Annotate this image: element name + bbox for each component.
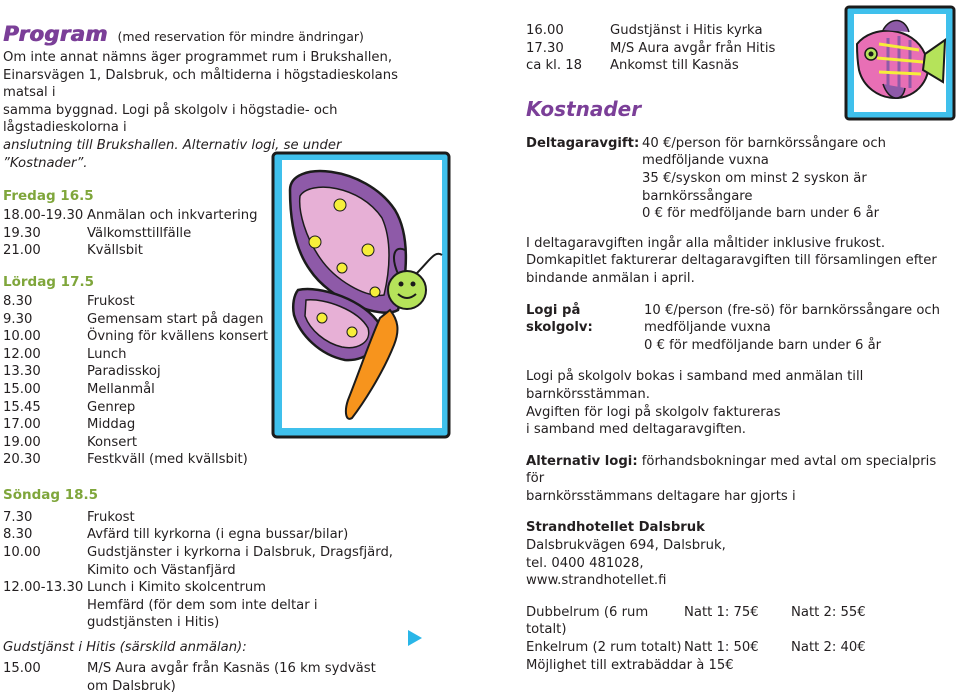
event-time: 17.30 [526,40,564,56]
event-text: Paradisskoj [87,364,161,380]
info-line: barnkörsstämman. [526,386,650,402]
event-text: Övning för kvällens konsert [87,329,269,345]
intro-line: samma byggnad. Logi på skolgolv i högstadie- och lågstadieskolorna i [3,102,338,136]
event-text: Middag [87,417,136,433]
deltagaravgift-text [642,135,886,223]
info-line: Domkapitlet fakturerar deltagaravgiften till församlingen efter [526,253,937,269]
event-text: Kvällsbit [87,243,143,259]
schedule-row [3,597,423,632]
event-time: 10.00 [3,329,41,345]
play-arrow-icon [408,630,422,646]
logi-text [644,302,940,355]
event-time: 19.30 [3,225,41,241]
schedule-row [3,451,423,469]
event-text: Anmälan och inkvartering [87,208,258,224]
logi-label: Logi på skolgolv: [526,302,593,336]
info-line: Logi på skolgolv bokas i samband med anmälan till [526,369,864,385]
event-text: Frukost [87,509,135,525]
room-night-2: Natt 2: 40€ [791,640,866,656]
day-heading-sunday: Söndag 18.5 [3,486,99,503]
info-line: Avgiften för logi på skolgolv faktureras [526,404,781,420]
event-time: 8.30 [3,527,33,543]
room-type: Dubbelrum (6 rum totalt) [526,604,649,638]
fee-line: medföljande vuxna [642,153,769,169]
event-text: Frukost [87,293,135,309]
event-text: Lunch [87,346,127,362]
room-row [526,604,946,639]
event-text: Hemfärd (för dem som inte deltar i gudstjänsten i Hitis) [87,597,318,631]
alt-logi-label: Alternativ logi: [526,453,638,469]
event-text: Festkväll (med kvällsbit) [87,452,248,468]
schedule-row [526,22,946,40]
event-text: Gudstjänst i Hitis kyrka [610,23,763,38]
event-text: Mellanmål [87,381,155,397]
event-text: Avfärd till kyrkorna (i egna bussar/bilar) [87,527,349,543]
day-heading-friday: Fredag 16.5 [3,188,94,205]
event-text: M/S Aura avgår från Hitis [610,40,776,56]
event-time: 21.00 [3,243,41,259]
program-subtitle: (med reservation för mindre ändringar) [117,29,364,44]
schedule-row [526,57,946,75]
event-text: Konsert [87,434,137,450]
alt-logi [526,453,946,506]
event-time: ca kl. 18 [526,58,582,74]
event-time: 13.30 [3,364,41,380]
intro-line: anslutning till Brukshallen. Alternativ logi, se under ”Kostnader”. [3,137,342,171]
extra-beds: Möjlighet till extrabäddar à 15€ [526,657,734,673]
hotel-rooms [526,604,946,674]
fee-line: 0 € för medföljande barn under 6 år [642,206,880,222]
event-time: 15.45 [3,399,41,415]
intro-line: Einarsvägen 1, Dalsbruk, och måltiderna i högstadieskolans matsal i [3,67,398,101]
info-line: bindande anmälan i april. [526,270,695,286]
hotel-info [526,519,946,589]
event-text: Genrep [87,399,136,415]
event-text: Välkomsttillfälle [87,225,192,241]
event-text: Gemensam start på dagen [87,311,264,327]
logi-block [526,302,946,355]
fee-line: 0 € för medföljande barn under 6 år [644,337,882,353]
room-night-2: Natt 2: 55€ [791,604,866,620]
butterfly-illustration [270,150,452,440]
schedule-row [3,544,423,579]
event-time [3,597,87,632]
info-line: I deltagaravgiften ingår alla måltider inklusive frukost. [526,235,886,251]
room-row [526,639,946,657]
fee-line: medföljande vuxna [644,320,771,336]
deltagaravgift-info [526,235,946,288]
event-time: 8.30 [3,293,33,309]
fee-line: 40 €/person för barnkörssångare och [642,135,886,151]
event-time: 10.00 [3,545,41,561]
schedule-row [3,660,423,695]
room-night-1: Natt 1: 75€ [684,604,759,620]
event-time: 16.00 [526,23,564,38]
event-time: 18.00-19.30 [3,208,84,224]
deltagaravgift-label: Deltagaravgift: [526,135,640,151]
hotel-website: www.strandhotellet.fi [526,573,667,589]
day-heading-saturday: Lördag 17.5 [3,273,94,290]
schedule-row [3,509,423,527]
info-line: i samband med deltagaravgiften. [526,422,746,438]
alt-logi-text-2: barnkörsstämmans deltagare har gjorts i [526,488,796,504]
event-time: 15.00 [3,661,41,677]
fee-line: 10 €/person (fre-sö) för barnkörssångare och [644,302,940,318]
room-night-1: Natt 1: 50€ [684,640,759,656]
hotel-name: Strandhotellet Dalsbruk [526,520,705,536]
alt-logi-text: förhandsbokningar med avtal om specialpris för [526,453,937,487]
event-text: Lunch i Kimito skolcentrum [87,580,267,596]
intro-line: Om inte annat nämns äger programmet rum i Brukshallen, [3,50,393,65]
schedule-row [3,526,423,544]
event-time: 17.00 [3,417,41,433]
event-text: Ankomst till Kasnäs [610,58,739,74]
event-time: 12.00 [3,346,41,362]
event-time: 12.00-13.30 [3,580,84,596]
fee-line: barnkörssångare [642,188,753,204]
program-title: Program [3,22,108,46]
deltagaravgift-block [526,135,946,223]
kostnader-title: Kostnader [526,96,642,121]
event-text: M/S Aura avgår från Kasnäs (16 km sydväst om Dalsbruk) [87,661,376,694]
room-type: Enkelrum (2 rum totalt) [526,640,682,656]
event-time: 19.00 [3,434,41,450]
logi-info [526,368,946,438]
event-time: 20.30 [3,452,41,468]
event-time: 7.30 [3,509,33,525]
event-text: Gudstjänster i kyrkorna i Dalsbruk, Dragsfjärd, Kimito och Västanfjärd [87,545,394,578]
schedule-row [3,579,423,597]
hotel-phone: tel. 0400 481028, [526,555,644,571]
hotel-address: Dalsbrukvägen 694, Dalsbruk, [526,538,726,554]
fee-line: 35 €/syskon om minst 2 syskon är [642,170,867,186]
hitis-heading: Gudstjänst i Hitis (särskild anmälan): [3,640,247,656]
event-time: 15.00 [3,381,41,397]
event-time: 9.30 [3,311,33,327]
schedule-row [526,40,946,58]
program-header [3,22,423,46]
kostnader-column [526,22,946,674]
